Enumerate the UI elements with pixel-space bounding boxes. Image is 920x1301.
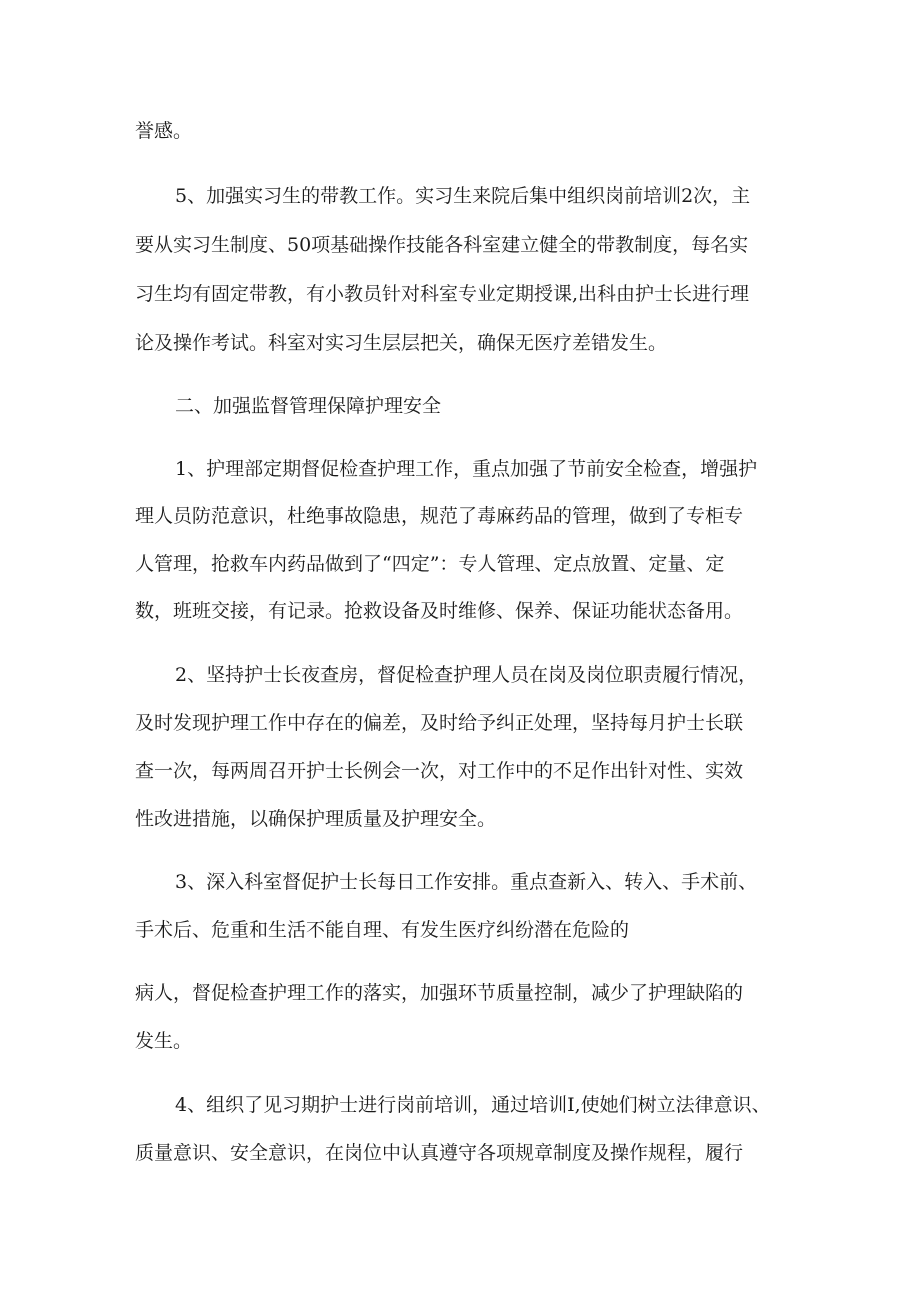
section-heading: 二、加强监督管理保障护理安全 bbox=[175, 395, 442, 417]
text-line: 手术后、危重和生活不能自理、有发生医疗纠纷潜在危险的 bbox=[135, 919, 630, 941]
text-line: 4、组织了见习期护士进行岗前培训，通过培训I,使她们树立法律意识、 bbox=[175, 1094, 771, 1116]
text-line: 质量意识、安全意识，在岗位中认真遵守各项规章制度及操作规程，履行 bbox=[135, 1142, 744, 1164]
text-line: 5、加强实习生的带教工作。实习生来院后集中组织岗前培训2次，主 bbox=[175, 185, 751, 207]
text-line: 理人员防范意识，杜绝事故隐患，规范了毒麻药品的管理，做到了专柜专 bbox=[135, 505, 744, 527]
text-line: 病人，督促检查护理工作的落实，加强环节质量控制，减少了护理缺陷的 bbox=[135, 982, 744, 1004]
text-line: 发生。 bbox=[135, 1030, 193, 1052]
text-line: 要从实习生制度、50项基础操作技能各科室建立健全的带教制度，每名实 bbox=[135, 234, 749, 256]
text-line: 习生均有固定带教，有小教员针对科室专业定期授课,出科由护士长进行理 bbox=[135, 283, 750, 305]
text-line: 2、坚持护士长夜查房，督促检查护理人员在岗及岗位职责履行情况， bbox=[175, 664, 758, 686]
text-line: 数，班班交接，有记录。抢救设备及时维修、保养、保证功能状态备用。 bbox=[135, 600, 744, 622]
text-line: 誉感。 bbox=[135, 120, 193, 142]
text-line: 3、深入科室督促护士长每日工作安排。重点查新入、转入、手术前、 bbox=[175, 871, 758, 893]
text-line: 及时发现护理工作中存在的偏差，及时给予纠正处理，坚持每月护士长联 bbox=[135, 712, 744, 734]
text-line: 性改进措施，以确保护理质量及护理安全。 bbox=[135, 808, 497, 830]
text-line: 1、护理部定期督促检查护理工作，重点加强了节前安全检查，增强护 bbox=[175, 458, 758, 480]
text-line: 论及操作考试。科室对实习生层层把关，确保无医疗差错发生。 bbox=[135, 332, 668, 354]
text-line: 查一次，每两周召开护士长例会一次，对工作中的不足作出针对性、实效 bbox=[135, 760, 744, 782]
text-line: 人管理，抢救车内药品做到了“四定”：专人管理、定点放置、定量、定 bbox=[135, 553, 725, 575]
